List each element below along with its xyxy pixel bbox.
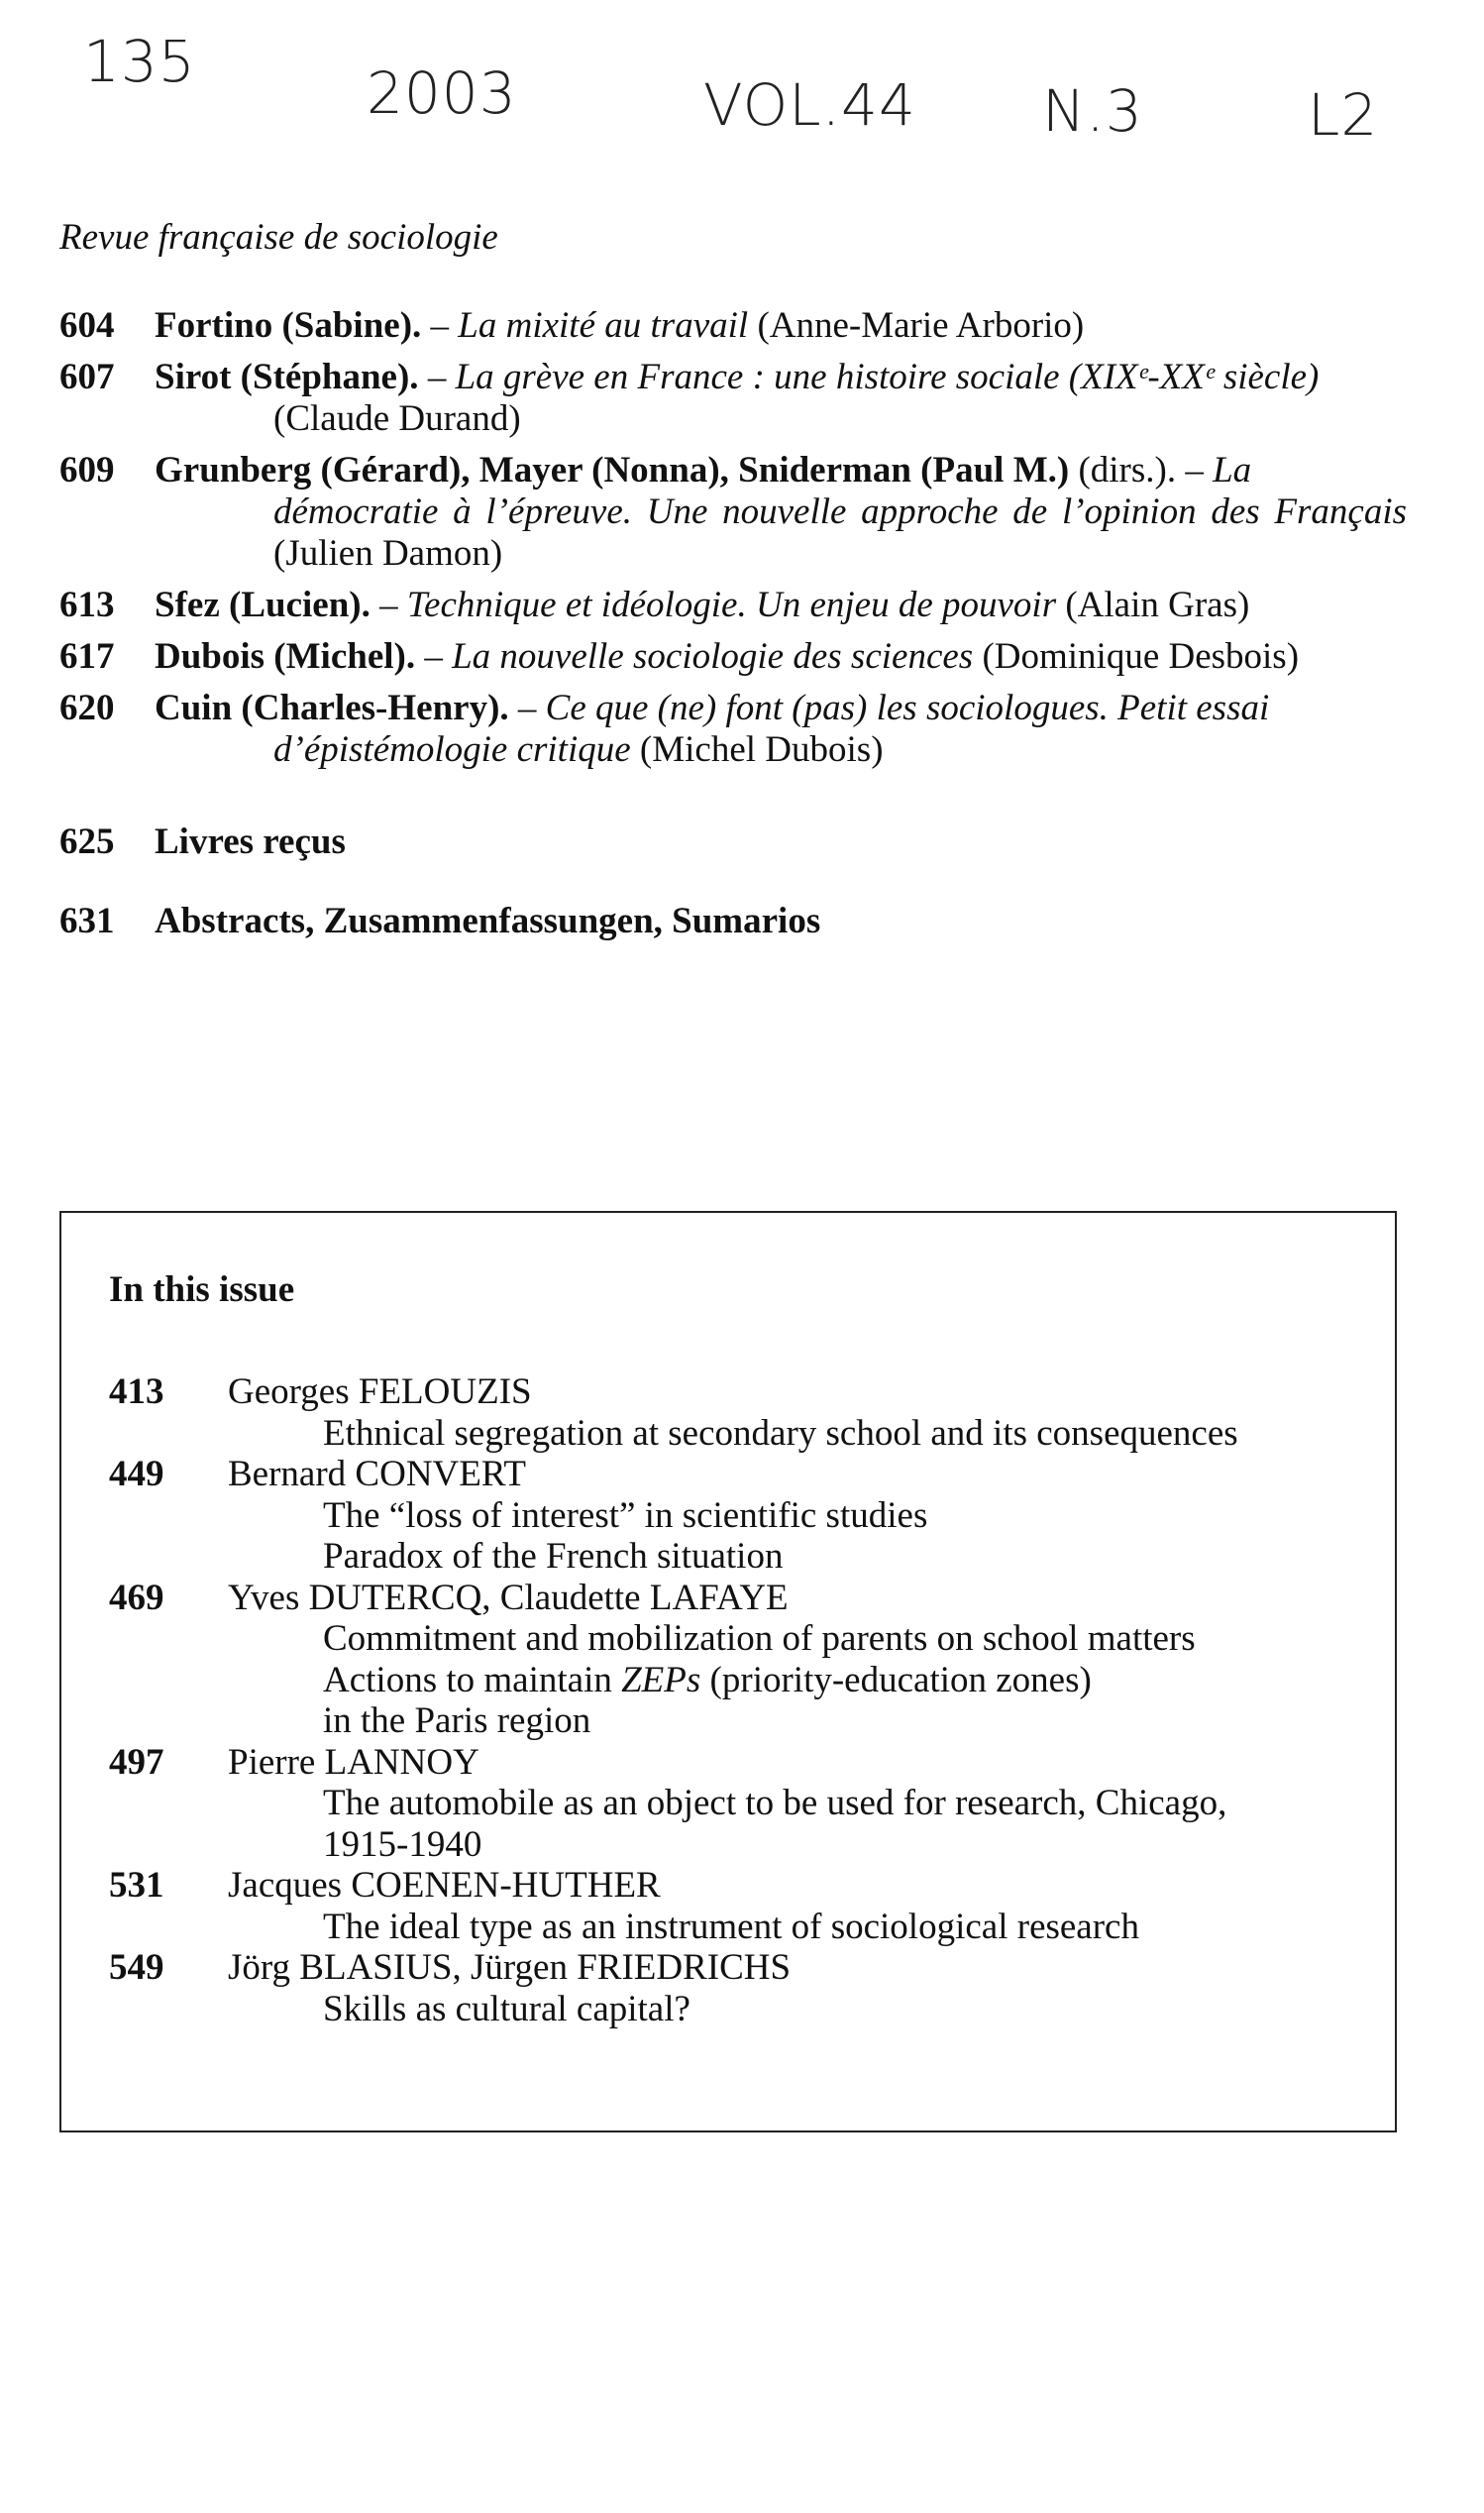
page-number: 413 [109,1371,164,1412]
page-number: 531 [109,1865,164,1906]
article-author: Georges FELOUZIS [228,1371,532,1412]
page-number: 604 [59,305,115,346]
review-continuation [155,492,1407,575]
review-text [155,636,1407,678]
page-number: 613 [59,585,115,625]
article-list [109,1371,1357,2029]
article-entry [109,1947,1357,2029]
acronym: ZEPs [621,1659,701,1700]
review-text [155,585,1407,626]
review-separator: – [370,585,407,625]
reviewer: (Anne-Marie Arborio) [757,305,1085,346]
book-reviews-list [59,305,1407,781]
handwritten-year: 2003 [367,59,517,127]
review-author: Cuin (Charles-Henry). [155,688,509,728]
article-title-line: The “loss of interest” in scientific studies [323,1494,928,1536]
article-entry [109,1865,1357,1947]
review-continuation [155,729,1407,771]
article-author: Yves DUTERCQ, Claudette LAFAYE [228,1577,789,1618]
review-author: Fortino (Sabine). [155,305,422,346]
article-title-line: 1915-1940 [323,1823,482,1865]
article-entry [109,1742,1357,1866]
article-entry [109,1371,1357,1454]
handwritten-volume: VOL.44 [703,71,916,139]
article-author: Bernard CONVERT [228,1454,526,1494]
page-number: 449 [109,1454,164,1494]
review-author: Sirot (Stéphane). [155,357,419,397]
reviewer: (Alain Gras) [1065,585,1250,625]
handwritten-issue: N.3 [1042,77,1143,145]
review-entry [59,450,1407,575]
review-entry [59,688,1407,771]
review-separator: – [415,636,453,677]
review-title: La mixité au travail [458,305,749,346]
review-separator: – [418,357,456,397]
article-author: Pierre LANNOY [228,1741,479,1783]
journal-title: Revue française de sociologie [59,217,498,258]
page-number: 497 [109,1741,164,1783]
review-text [155,305,1407,347]
page-number: 549 [109,1947,164,1988]
page-number: 631 [59,901,115,941]
page-number: 617 [59,636,115,677]
review-separator: (dirs.). – [1069,450,1214,491]
review-entry [59,357,1407,440]
page-number: 607 [59,357,115,397]
handwritten-mark: L2 [1308,81,1379,149]
reviewer: (Claude Durand) [273,398,521,439]
review-title: La [1213,450,1252,491]
review-text [155,688,1407,729]
review-title-continued: démocratie à l’épreuve. Une nouvelle approche de l’opinion des Français [273,492,1407,532]
review-title: Ce que (ne) font (pas) les sociologues. Petit essai [545,688,1270,728]
in-this-issue-box [59,1211,1397,2132]
page-number: 609 [59,450,115,491]
article-title-line: Skills as cultural capital? [323,1988,690,2029]
review-title: Technique et idéologie. Un enjeu de pouvoir [406,585,1057,625]
article-title-line: Commitment and mobilization of parents on school matters [323,1618,1196,1659]
reviewer: (Dominique Desbois) [982,636,1300,677]
article-title-line: The ideal type as an instrument of sociological research [323,1906,1139,1947]
abstracts-entry [59,900,820,942]
review-title: La grève en France : une histoire sociale (XIXᵉ-XXᵉ siècle) [455,357,1320,397]
reviewer: (Julien Damon) [273,533,503,574]
article-title-line: in the Paris region [323,1700,591,1741]
books-received-label: Livres reçus [155,821,346,862]
article-title-line: Ethnical segregation at secondary school and its consequences [323,1412,1238,1454]
review-text [155,357,1407,398]
article-author: Jörg BLASIUS, Jürgen FRIEDRICHS [228,1947,792,1988]
article-title-line: Actions to maintain ZEPs (priority-education zones) [323,1659,1092,1700]
review-author: Dubois (Michel). [155,636,416,677]
article-entry [109,1454,1357,1578]
review-entry [59,305,1407,347]
article-author: Jacques COENEN-HUTHER [228,1865,661,1906]
in-this-issue-heading: In this issue [109,1269,295,1310]
review-title: La nouvelle sociologie des sciences [452,636,974,677]
article-title-line: Paradox of the French situation [323,1536,784,1577]
handwritten-number: 135 [83,28,196,95]
page-number: 620 [59,688,115,728]
article-entry [109,1578,1357,1742]
books-received-entry [59,820,346,863]
review-continuation [155,398,1407,440]
review-entry [59,585,1407,626]
page-number: 625 [59,821,115,862]
page-number: 469 [109,1577,164,1618]
review-title-continued: d’épistémologie critique [273,729,631,770]
review-author: Grunberg (Gérard), Mayer (Nonna), Sniderman (Paul M.) [155,450,1070,491]
article-title-line: The automobile as an object to be used for research, Chicago, [323,1783,1227,1823]
review-text [155,450,1407,492]
review-entry [59,636,1407,678]
abstracts-label: Abstracts, Zusammenfassungen, Sumarios [155,901,821,941]
reviewer: (Michel Dubois) [639,729,884,770]
review-separator: – [421,305,459,346]
review-author: Sfez (Lucien). [155,585,371,625]
review-separator: – [508,688,546,728]
